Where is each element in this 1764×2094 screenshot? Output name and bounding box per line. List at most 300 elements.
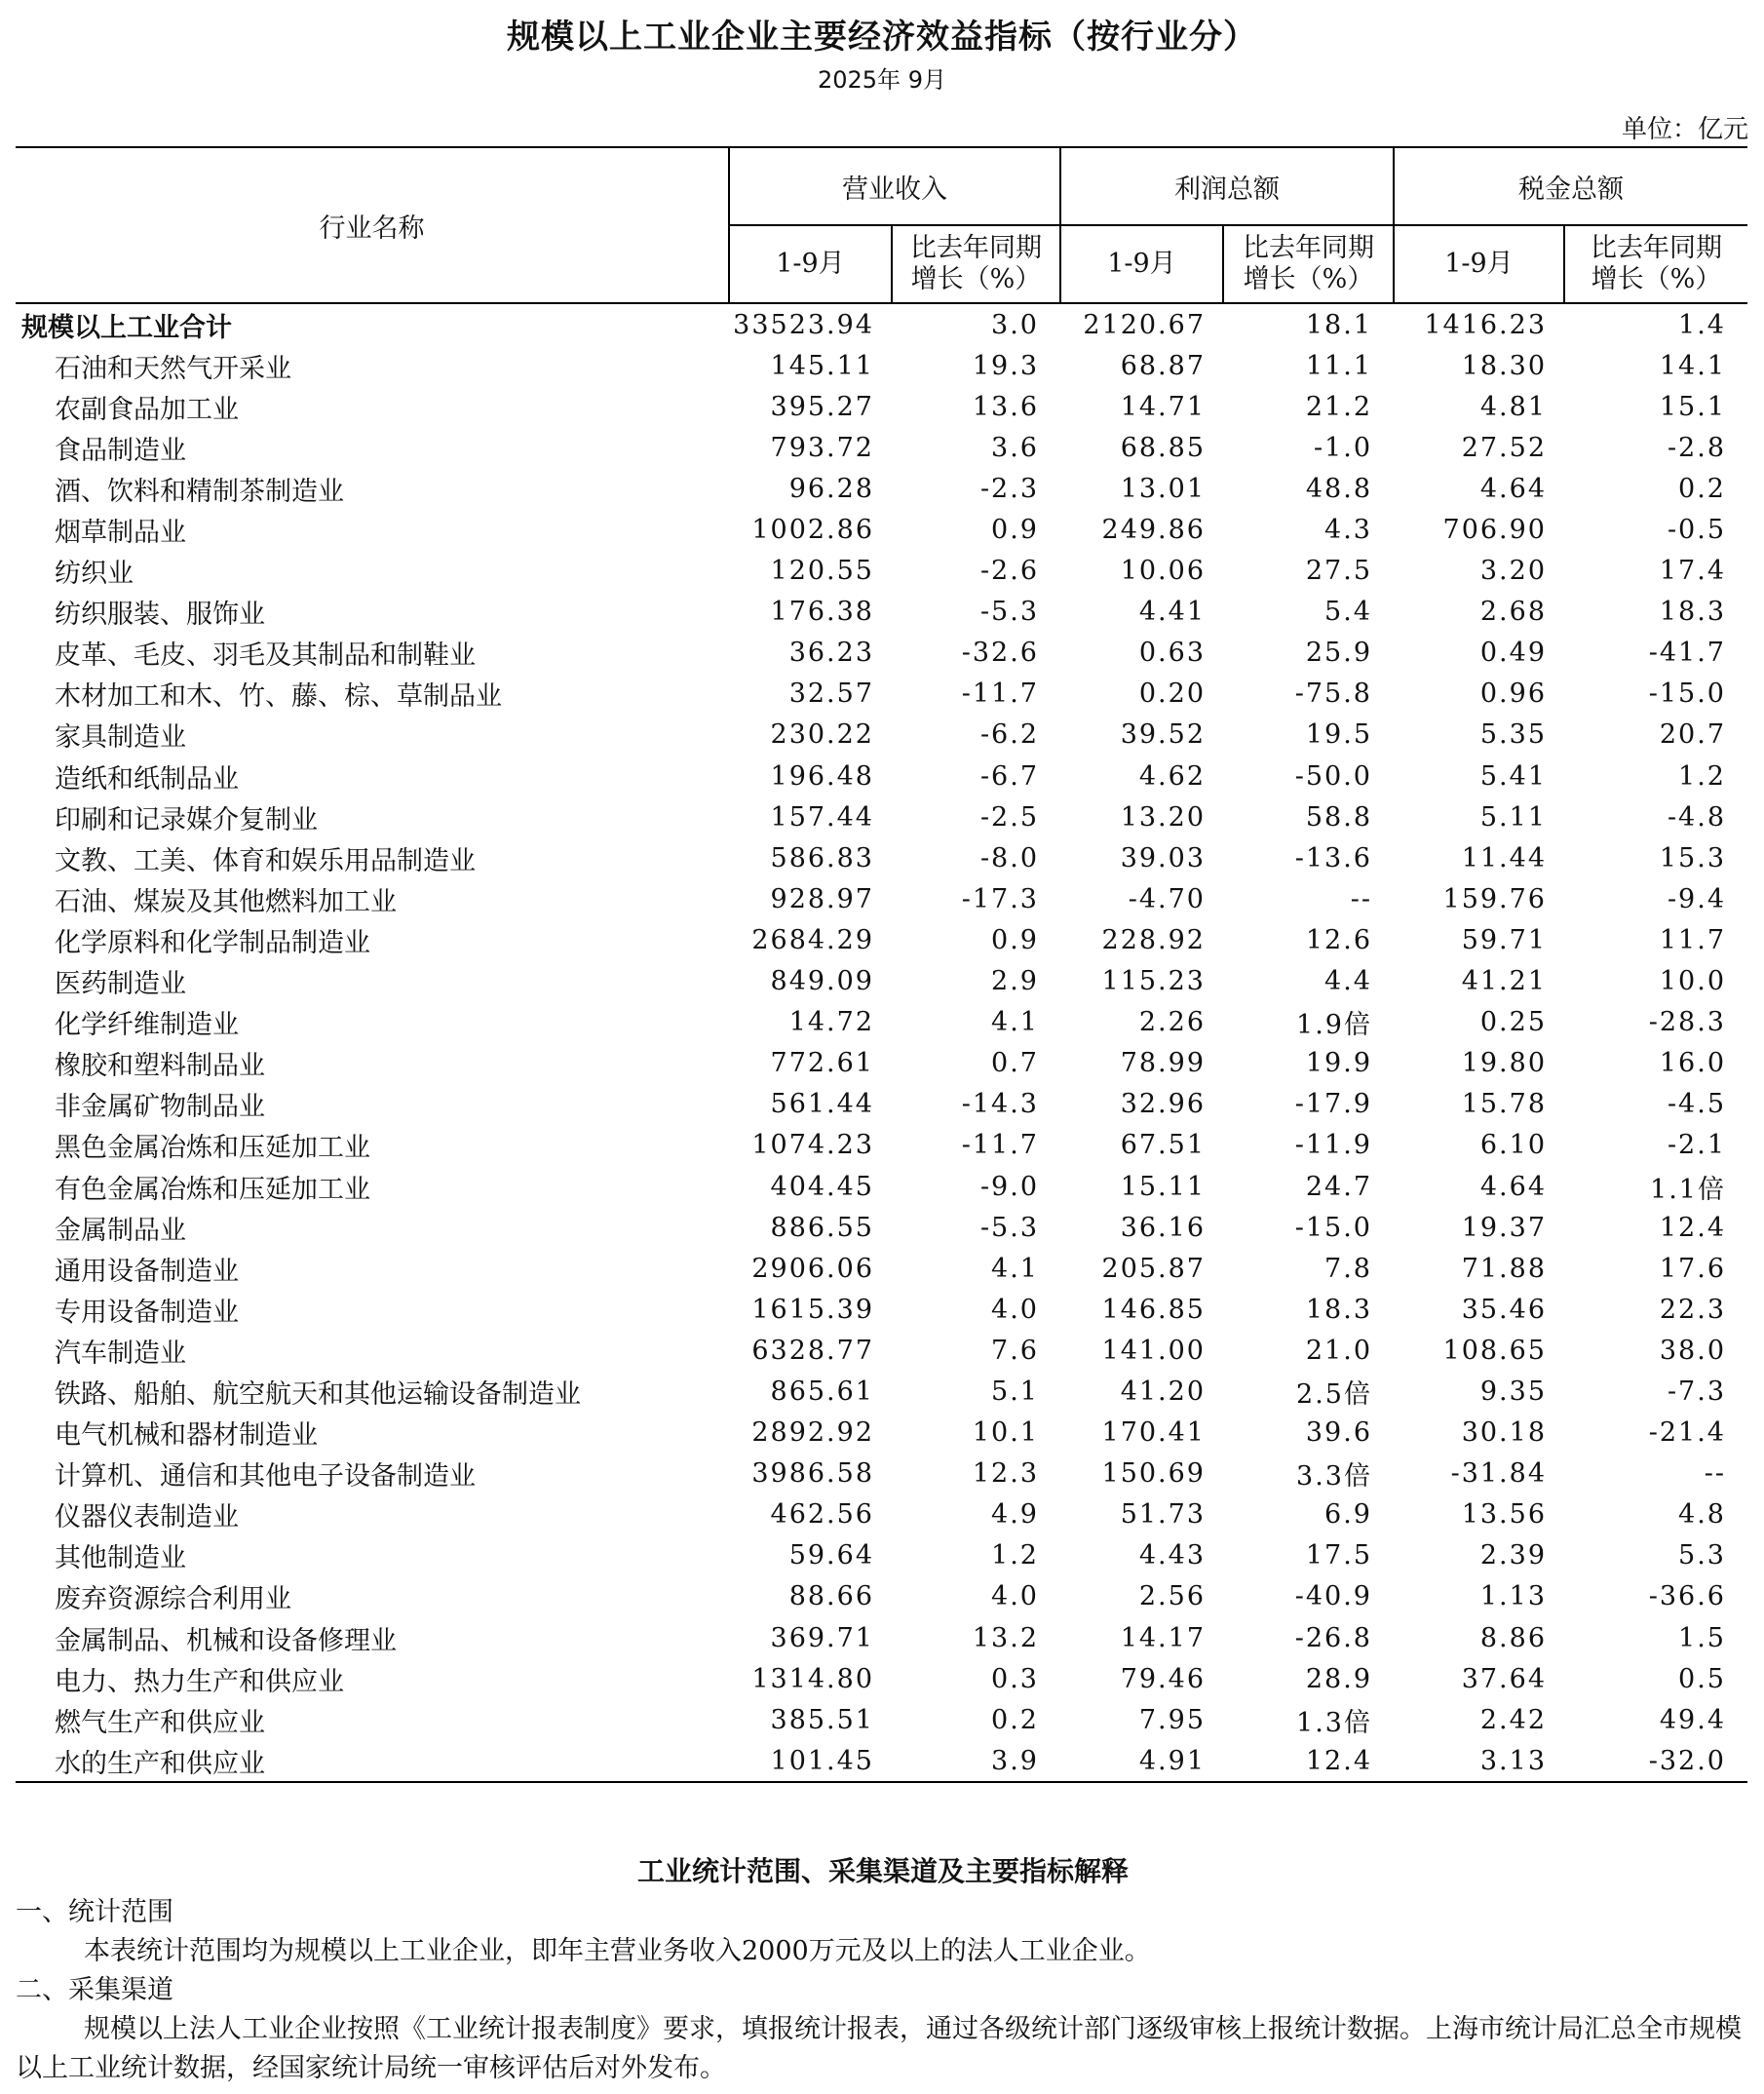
industry-name-cell: 金属制品、机械和设备修理业 xyxy=(55,1625,397,1656)
revenue-ytd-cell: 157.44 xyxy=(770,801,874,833)
profit-ytd-cell: 7.95 xyxy=(1138,1704,1206,1735)
industry-name-cell: 纺织服装、服饰业 xyxy=(55,600,265,631)
profit-ytd-cell: 4.91 xyxy=(1060,1740,1223,1782)
revenue-growth-cell: -6.2 xyxy=(979,719,1039,751)
revenue-ytd-cell: 176.38 xyxy=(770,597,874,628)
tax-growth-cell: 15.1 xyxy=(1659,391,1726,422)
growth-line-1: 比去年同期 xyxy=(1243,233,1374,263)
revenue-ytd-cell: 96.28 xyxy=(788,473,874,504)
tax-ytd-cell: 19.37 xyxy=(1461,1212,1547,1243)
revenue-growth-cell: -11.7 xyxy=(961,1130,1039,1161)
profit-growth-cell: -1.0 xyxy=(1313,432,1372,463)
revenue-ytd-cell: 793.72 xyxy=(770,432,874,463)
revenue-ytd-cell: 36.23 xyxy=(788,638,874,669)
revenue-ytd-cell: 385.51 xyxy=(770,1704,874,1735)
tax-growth-cell: 4.8 xyxy=(1678,1499,1726,1531)
profit-ytd-cell: 170.41 xyxy=(1101,1417,1206,1449)
industry-name-cell: 通用设备制造业 xyxy=(55,1256,239,1287)
tax-ytd-cell: 11.44 xyxy=(1461,842,1547,873)
tax-ytd-cell: 35.46 xyxy=(1461,1294,1547,1325)
profit-ytd-cell: 2.56 xyxy=(1138,1581,1206,1612)
table-row xyxy=(16,1494,1747,1535)
profit-ytd-cell: 115.23 xyxy=(1101,966,1206,997)
tax-growth-cell: -7.3 xyxy=(1667,1376,1726,1407)
header-profit-growth xyxy=(1223,225,1394,303)
tax-growth-cell: 18.3 xyxy=(1659,597,1726,628)
tax-growth-cell: -2.1 xyxy=(1667,1130,1726,1161)
tax-growth-cell: 17.4 xyxy=(1659,556,1726,587)
industry-name-cell: 燃气生产和供应业 xyxy=(55,1707,265,1738)
tax-growth-cell: 0.5 xyxy=(1678,1663,1726,1694)
tax-ytd-cell: 5.11 xyxy=(1479,801,1547,833)
page-title: 规模以上工业企业主要经济效益指标（按行业分） xyxy=(507,18,1257,57)
industry-name-cell: 石油、煤炭及其他燃料加工业 xyxy=(55,886,397,917)
table-row xyxy=(16,468,1747,509)
profit-ytd-cell: 249.86 xyxy=(1101,515,1206,546)
table-row xyxy=(16,756,1747,796)
revenue-growth-cell: -2.5 xyxy=(979,801,1039,833)
revenue-growth-cell: -8.0 xyxy=(979,842,1039,873)
section-1-text: 本表统计范围均为规模以上工业企业，即年主营业务收入2000万元及以上的法人工业企业。 xyxy=(84,1936,1151,1966)
profit-growth-cell: 17.5 xyxy=(1305,1540,1372,1571)
industry-name-cell: 金属制品业 xyxy=(55,1215,186,1246)
industry-name-cell: 铁路、船舶、航空航天和其他运输设备制造业 xyxy=(55,1378,581,1410)
industry-name-cell: 食品制造业 xyxy=(55,435,186,466)
industry-name-cell: 化学纤维制造业 xyxy=(55,1010,239,1041)
industry-name-cell: 酒、饮料和精制茶制造业 xyxy=(55,476,344,507)
header-tax: 税金总额 xyxy=(1394,147,1747,225)
profit-ytd-cell: 68.85 xyxy=(1120,432,1206,463)
revenue-ytd-cell: 586.83 xyxy=(770,842,874,873)
industry-name-cell: 纺织业 xyxy=(55,559,134,590)
table-row xyxy=(16,878,1747,919)
revenue-ytd-cell: 1314.80 xyxy=(751,1663,874,1694)
tax-growth-cell: 1.4 xyxy=(1564,303,1747,345)
profit-ytd-cell: 205.87 xyxy=(1101,1253,1206,1284)
profit-ytd-cell: -4.70 xyxy=(1128,883,1206,914)
profit-growth-cell: -50.0 xyxy=(1294,760,1372,792)
industry-name-cell: 其他制造业 xyxy=(55,1543,186,1574)
profit-ytd-cell: 4.41 xyxy=(1138,597,1206,628)
revenue-ytd-cell: 101.45 xyxy=(729,1740,892,1782)
industry-name-cell: 汽车制造业 xyxy=(55,1338,186,1369)
profit-growth-cell: 58.8 xyxy=(1305,801,1372,833)
revenue-ytd-cell: 1002.86 xyxy=(751,515,874,546)
growth-line-2: 增长（%） xyxy=(910,264,1042,294)
revenue-ytd-cell: 196.48 xyxy=(770,760,874,792)
tax-growth-cell: 1.5 xyxy=(1678,1622,1726,1653)
profit-growth-cell: 3.3倍 xyxy=(1296,1461,1372,1493)
section-2-heading: 二、采集渠道 xyxy=(16,1975,173,2005)
profit-ytd-cell: 51.73 xyxy=(1120,1499,1206,1531)
revenue-ytd-cell: 462.56 xyxy=(770,1499,874,1531)
tax-ytd-cell: 71.88 xyxy=(1461,1253,1547,1284)
profit-ytd-cell: 68.87 xyxy=(1120,350,1206,381)
table-row xyxy=(16,1658,1747,1699)
table-row xyxy=(16,1576,1747,1617)
tax-growth-cell: -- xyxy=(1704,1458,1726,1490)
profit-growth-cell: 5.4 xyxy=(1324,597,1372,628)
tax-ytd-cell: 0.25 xyxy=(1479,1007,1547,1038)
table-row xyxy=(16,715,1747,756)
table-row xyxy=(16,386,1747,427)
header-revenue-ytd: 1-9月 xyxy=(729,225,892,303)
notes-title: 工业统计范围、采集渠道及主要指标解释 xyxy=(636,1855,1129,1887)
tax-growth-cell: 11.7 xyxy=(1659,924,1726,955)
revenue-ytd-cell: 3986.58 xyxy=(751,1458,874,1490)
table-row xyxy=(16,1740,1747,1782)
revenue-ytd-cell: 14.72 xyxy=(788,1007,874,1038)
revenue-growth-cell: 4.1 xyxy=(991,1253,1039,1284)
profit-growth-cell: 11.1 xyxy=(1305,350,1372,381)
profit-ytd-cell: 67.51 xyxy=(1120,1130,1206,1161)
tax-growth-cell: -41.7 xyxy=(1648,638,1726,669)
header-tax-growth xyxy=(1564,225,1747,303)
table-row xyxy=(16,345,1747,386)
revenue-ytd-cell: 59.64 xyxy=(788,1540,874,1571)
tax-growth-cell: 20.7 xyxy=(1659,719,1726,751)
tax-growth-cell: 5.3 xyxy=(1678,1540,1726,1571)
section-1-heading: 一、统计范围 xyxy=(16,1897,173,1927)
table-row xyxy=(16,592,1747,633)
table-row xyxy=(16,1207,1747,1248)
table-row xyxy=(16,1330,1747,1371)
growth-line-1: 比去年同期 xyxy=(1591,233,1722,263)
revenue-growth-cell: 4.9 xyxy=(991,1499,1039,1531)
profit-growth-cell: 7.8 xyxy=(1324,1253,1372,1284)
table-row xyxy=(16,919,1747,960)
revenue-ytd-cell: 772.61 xyxy=(770,1048,874,1079)
header-tax-ytd: 1-9月 xyxy=(1394,225,1564,303)
industry-name-cell: 非金属矿物制品业 xyxy=(55,1092,265,1123)
tax-growth-cell: 1.2 xyxy=(1678,760,1726,792)
header-revenue-growth xyxy=(892,225,1060,303)
header-profit-ytd: 1-9月 xyxy=(1060,225,1223,303)
profit-growth-cell: 21.2 xyxy=(1305,391,1372,422)
profit-growth-cell: -15.0 xyxy=(1294,1212,1372,1243)
revenue-growth-cell: 13.6 xyxy=(972,391,1039,422)
header-revenue: 营业收入 xyxy=(729,147,1060,225)
profit-growth-cell: 18.1 xyxy=(1223,303,1394,345)
profit-growth-cell: 28.9 xyxy=(1305,1663,1372,1694)
header-profit: 利润总额 xyxy=(1060,147,1394,225)
profit-growth-cell: -26.8 xyxy=(1294,1622,1372,1653)
revenue-ytd-cell: 2684.29 xyxy=(751,924,874,955)
industry-name-cell: 专用设备制造业 xyxy=(55,1297,239,1328)
profit-ytd-cell: 39.52 xyxy=(1120,719,1206,751)
tax-growth-cell: -4.8 xyxy=(1667,801,1726,833)
revenue-ytd-cell: 369.71 xyxy=(770,1622,874,1653)
profit-ytd-cell: 15.11 xyxy=(1120,1171,1206,1202)
revenue-ytd-cell: 2892.92 xyxy=(751,1417,874,1449)
profit-ytd-cell: 4.62 xyxy=(1138,760,1206,792)
table-row xyxy=(16,551,1747,592)
revenue-ytd-cell: 849.09 xyxy=(770,966,874,997)
revenue-growth-cell: -9.0 xyxy=(979,1171,1039,1202)
revenue-growth-cell: 10.1 xyxy=(972,1417,1039,1449)
industry-name-cell: 仪器仪表制造业 xyxy=(55,1502,239,1533)
growth-line-2: 增长（%） xyxy=(1591,264,1722,294)
profit-ytd-cell: 36.16 xyxy=(1120,1212,1206,1243)
revenue-growth-cell: 3.9 xyxy=(892,1740,1060,1782)
unit-label: 单位：亿元 xyxy=(1621,115,1748,144)
table-row xyxy=(16,674,1747,715)
industry-name-cell: 化学原料和化学制品制造业 xyxy=(55,927,370,958)
profit-ytd-cell: 0.63 xyxy=(1138,638,1206,669)
tax-ytd-cell: 706.90 xyxy=(1442,515,1547,546)
industry-name-cell: 木材加工和木、竹、藤、棕、草制品业 xyxy=(55,681,502,713)
revenue-growth-cell: 3.0 xyxy=(892,303,1060,345)
revenue-growth-cell: -6.7 xyxy=(979,760,1039,792)
growth-line-1: 比去年同期 xyxy=(910,233,1042,263)
profit-growth-cell: 4.4 xyxy=(1324,966,1372,997)
tax-growth-cell: -15.0 xyxy=(1648,679,1726,710)
revenue-growth-cell: -14.3 xyxy=(961,1089,1039,1120)
profit-growth-cell: 25.9 xyxy=(1305,638,1372,669)
table-row xyxy=(16,633,1747,674)
industry-name-cell: 橡胶和塑料制品业 xyxy=(55,1051,265,1082)
growth-line-2: 增长（%） xyxy=(1243,264,1374,294)
table-row xyxy=(16,1699,1747,1740)
table-row xyxy=(16,1413,1747,1454)
tax-ytd-cell: 15.78 xyxy=(1461,1089,1547,1120)
profit-growth-cell: 27.5 xyxy=(1305,556,1372,587)
table-row xyxy=(16,1454,1747,1494)
revenue-ytd-cell: 404.45 xyxy=(770,1171,874,1202)
revenue-growth-cell: -11.7 xyxy=(961,679,1039,710)
profit-ytd-cell: 228.92 xyxy=(1101,924,1206,955)
table-row xyxy=(16,427,1747,468)
report-period: 2025年 9月 xyxy=(818,66,946,94)
tax-ytd-cell: 0.49 xyxy=(1479,638,1547,669)
profit-growth-cell: 39.6 xyxy=(1305,1417,1372,1449)
industry-name-cell: 造纸和纸制品业 xyxy=(55,763,239,795)
tax-ytd-cell: 41.21 xyxy=(1461,966,1547,997)
revenue-growth-cell: -2.6 xyxy=(979,556,1039,587)
table-row xyxy=(16,961,1747,1002)
profit-ytd-cell: 41.20 xyxy=(1120,1376,1206,1407)
revenue-growth-cell: 19.3 xyxy=(972,350,1039,381)
profit-growth-cell: -13.6 xyxy=(1294,842,1372,873)
profit-growth-cell: 12.4 xyxy=(1223,1740,1394,1782)
tax-ytd-cell: 1.13 xyxy=(1479,1581,1547,1612)
tax-growth-cell: 0.2 xyxy=(1678,473,1726,504)
tax-ytd-cell: 9.35 xyxy=(1479,1376,1547,1407)
tax-growth-cell: -2.8 xyxy=(1667,432,1726,463)
revenue-growth-cell: -5.3 xyxy=(979,1212,1039,1243)
tax-growth-cell: 12.4 xyxy=(1659,1212,1726,1243)
revenue-ytd-cell: 1074.23 xyxy=(751,1130,874,1161)
table-body xyxy=(16,303,1747,1782)
industry-name-cell: 有色金属冶炼和压延加工业 xyxy=(55,1174,370,1205)
industry-name-cell: 规模以上工业合计 xyxy=(16,303,729,345)
profit-growth-cell: -40.9 xyxy=(1294,1581,1372,1612)
tax-ytd-cell: 3.20 xyxy=(1479,556,1547,587)
revenue-ytd-cell: 230.22 xyxy=(770,719,874,751)
tax-ytd-cell: 2.68 xyxy=(1479,597,1547,628)
tax-ytd-cell: 18.30 xyxy=(1461,350,1547,381)
revenue-ytd-cell: 6328.77 xyxy=(751,1335,874,1366)
profit-growth-cell: 24.7 xyxy=(1305,1171,1372,1202)
tax-ytd-cell: 4.64 xyxy=(1479,473,1547,504)
profit-ytd-cell: 13.01 xyxy=(1120,473,1206,504)
revenue-growth-cell: -32.6 xyxy=(961,638,1039,669)
table-row xyxy=(16,1248,1747,1289)
tax-ytd-cell: 30.18 xyxy=(1461,1417,1547,1449)
revenue-ytd-cell: 561.44 xyxy=(770,1089,874,1120)
table-row xyxy=(16,1535,1747,1576)
profit-growth-cell: 21.0 xyxy=(1305,1335,1372,1366)
tax-ytd-cell: 13.56 xyxy=(1461,1499,1547,1531)
industry-name-cell: 黑色金属冶炼和压延加工业 xyxy=(55,1133,370,1164)
revenue-growth-cell: 0.7 xyxy=(991,1048,1039,1079)
tax-ytd-cell: 19.80 xyxy=(1461,1048,1547,1079)
profit-growth-cell: 12.6 xyxy=(1305,924,1372,955)
tax-ytd-cell: 3.13 xyxy=(1394,1740,1564,1782)
table-row xyxy=(16,1617,1747,1658)
profit-ytd-cell: 146.85 xyxy=(1101,1294,1206,1325)
profit-growth-cell: -11.9 xyxy=(1294,1130,1372,1161)
revenue-growth-cell: 7.6 xyxy=(991,1335,1039,1366)
profit-growth-cell: 48.8 xyxy=(1305,473,1372,504)
profit-growth-cell: -17.9 xyxy=(1294,1089,1372,1120)
revenue-ytd-cell: 120.55 xyxy=(770,556,874,587)
profit-growth-cell: 19.5 xyxy=(1305,719,1372,751)
revenue-growth-cell: 1.2 xyxy=(991,1540,1039,1571)
tax-growth-cell: -21.4 xyxy=(1648,1417,1726,1449)
profit-growth-cell: 4.3 xyxy=(1324,515,1372,546)
industry-name-cell: 皮革、毛皮、羽毛及其制品和制鞋业 xyxy=(55,640,476,672)
tax-ytd-cell: -31.84 xyxy=(1450,1458,1547,1490)
tax-growth-cell: 10.0 xyxy=(1659,966,1726,997)
header-industry: 行业名称 xyxy=(16,147,729,303)
total-row xyxy=(16,303,1747,345)
profit-growth-cell: 1.3倍 xyxy=(1296,1707,1372,1738)
tax-growth-cell: -28.3 xyxy=(1648,1007,1726,1038)
revenue-growth-cell: 5.1 xyxy=(991,1376,1039,1407)
tax-growth-cell: 17.6 xyxy=(1659,1253,1726,1284)
revenue-growth-cell: 3.6 xyxy=(991,432,1039,463)
table-row xyxy=(16,1371,1747,1412)
revenue-growth-cell: -17.3 xyxy=(961,883,1039,914)
tax-growth-cell: 16.0 xyxy=(1659,1048,1726,1079)
profit-growth-cell: -75.8 xyxy=(1294,679,1372,710)
tax-growth-cell: -36.6 xyxy=(1648,1581,1726,1612)
profit-ytd-cell: 14.17 xyxy=(1120,1622,1206,1653)
table-row xyxy=(16,509,1747,550)
tax-ytd-cell: 108.65 xyxy=(1442,1335,1547,1366)
industry-name-cell: 废弃资源综合利用业 xyxy=(55,1584,291,1615)
revenue-growth-cell: 13.2 xyxy=(972,1622,1039,1653)
revenue-growth-cell: 4.1 xyxy=(991,1007,1039,1038)
profit-growth-cell: 1.9倍 xyxy=(1296,1010,1372,1041)
industry-name-cell: 电气机械和器材制造业 xyxy=(55,1420,318,1452)
revenue-ytd-cell: 33523.94 xyxy=(729,303,892,345)
revenue-growth-cell: 4.0 xyxy=(991,1581,1039,1612)
revenue-ytd-cell: 1615.39 xyxy=(751,1294,874,1325)
revenue-growth-cell: 2.9 xyxy=(991,966,1039,997)
industry-name-cell: 印刷和记录媒介复制业 xyxy=(55,804,318,835)
industry-name-cell: 烟草制品业 xyxy=(55,518,186,549)
industry-name-cell: 文教、工美、体育和娱乐用品制造业 xyxy=(55,845,476,876)
tax-ytd-cell: 4.81 xyxy=(1479,391,1547,422)
tax-growth-cell: -32.0 xyxy=(1564,1740,1747,1782)
revenue-growth-cell: 0.9 xyxy=(991,924,1039,955)
tax-growth-cell: 38.0 xyxy=(1659,1335,1726,1366)
revenue-ytd-cell: 865.61 xyxy=(770,1376,874,1407)
industry-name-cell: 家具制造业 xyxy=(55,722,186,754)
revenue-ytd-cell: 88.66 xyxy=(788,1581,874,1612)
tax-growth-cell: 1.1倍 xyxy=(1650,1174,1726,1205)
profit-ytd-cell: 150.69 xyxy=(1101,1458,1206,1490)
profit-ytd-cell: 2.26 xyxy=(1138,1007,1206,1038)
tax-growth-cell: -4.5 xyxy=(1667,1089,1726,1120)
tax-growth-cell: 49.4 xyxy=(1659,1704,1726,1735)
profit-ytd-cell: 32.96 xyxy=(1120,1089,1206,1120)
revenue-ytd-cell: 928.97 xyxy=(770,883,874,914)
table-row xyxy=(16,1166,1747,1207)
tax-ytd-cell: 8.86 xyxy=(1479,1622,1547,1653)
profit-ytd-cell: 2120.67 xyxy=(1060,303,1223,345)
industry-name-cell: 农副食品加工业 xyxy=(55,394,239,425)
profit-ytd-cell: 79.46 xyxy=(1120,1663,1206,1694)
notes-section xyxy=(16,1852,1750,2088)
profit-ytd-cell: 13.20 xyxy=(1120,801,1206,833)
revenue-ytd-cell: 32.57 xyxy=(788,679,874,710)
tax-ytd-cell: 159.76 xyxy=(1442,883,1547,914)
section-2-text: 规模以上法人工业企业按照《工业统计报表制度》要求，填报统计报表，通过各级统计部门逐级审核上报统计数据。上海市统计局汇总全市规模以上工业统计数据，经国家统计局统一审核评估后对外发布。 xyxy=(16,2014,1742,2083)
profit-ytd-cell: 0.20 xyxy=(1138,679,1206,710)
revenue-ytd-cell: 886.55 xyxy=(770,1212,874,1243)
revenue-ytd-cell: 2906.06 xyxy=(751,1253,874,1284)
revenue-growth-cell: -5.3 xyxy=(979,597,1039,628)
profit-growth-cell: 6.9 xyxy=(1324,1499,1372,1531)
profit-ytd-cell: 10.06 xyxy=(1120,556,1206,587)
profit-ytd-cell: 39.03 xyxy=(1120,842,1206,873)
table-row xyxy=(16,1043,1747,1084)
revenue-growth-cell: 0.9 xyxy=(991,515,1039,546)
revenue-growth-cell: 0.3 xyxy=(991,1663,1039,1694)
table-row xyxy=(16,1002,1747,1043)
tax-ytd-cell: 5.41 xyxy=(1479,760,1547,792)
tax-ytd-cell: 4.64 xyxy=(1479,1171,1547,1202)
tax-growth-cell: -9.4 xyxy=(1667,883,1726,914)
tax-ytd-cell: 27.52 xyxy=(1461,432,1547,463)
tax-growth-cell: 15.3 xyxy=(1659,842,1726,873)
table-row xyxy=(16,1289,1747,1330)
industry-name-cell: 医药制造业 xyxy=(55,969,186,1000)
tax-ytd-cell: 6.10 xyxy=(1479,1130,1547,1161)
tax-growth-cell: 14.1 xyxy=(1659,350,1726,381)
indicator-table xyxy=(16,146,1747,1783)
profit-growth-cell: 18.3 xyxy=(1305,1294,1372,1325)
profit-growth-cell: -- xyxy=(1350,883,1372,914)
tax-ytd-cell: 0.96 xyxy=(1479,679,1547,710)
table-row xyxy=(16,1084,1747,1125)
revenue-growth-cell: 4.0 xyxy=(991,1294,1039,1325)
profit-ytd-cell: 78.99 xyxy=(1120,1048,1206,1079)
industry-name-cell: 水的生产和供应业 xyxy=(16,1740,729,1782)
industry-name-cell: 电力、热力生产和供应业 xyxy=(55,1666,344,1697)
revenue-ytd-cell: 395.27 xyxy=(770,391,874,422)
industry-name-cell: 石油和天然气开采业 xyxy=(55,353,291,384)
industry-name-cell: 计算机、通信和其他电子设备制造业 xyxy=(55,1461,476,1493)
table-row xyxy=(16,796,1747,837)
revenue-growth-cell: 0.2 xyxy=(991,1704,1039,1735)
table-row xyxy=(16,837,1747,878)
revenue-growth-cell: -2.3 xyxy=(979,473,1039,504)
tax-ytd-cell: 37.64 xyxy=(1461,1663,1547,1694)
